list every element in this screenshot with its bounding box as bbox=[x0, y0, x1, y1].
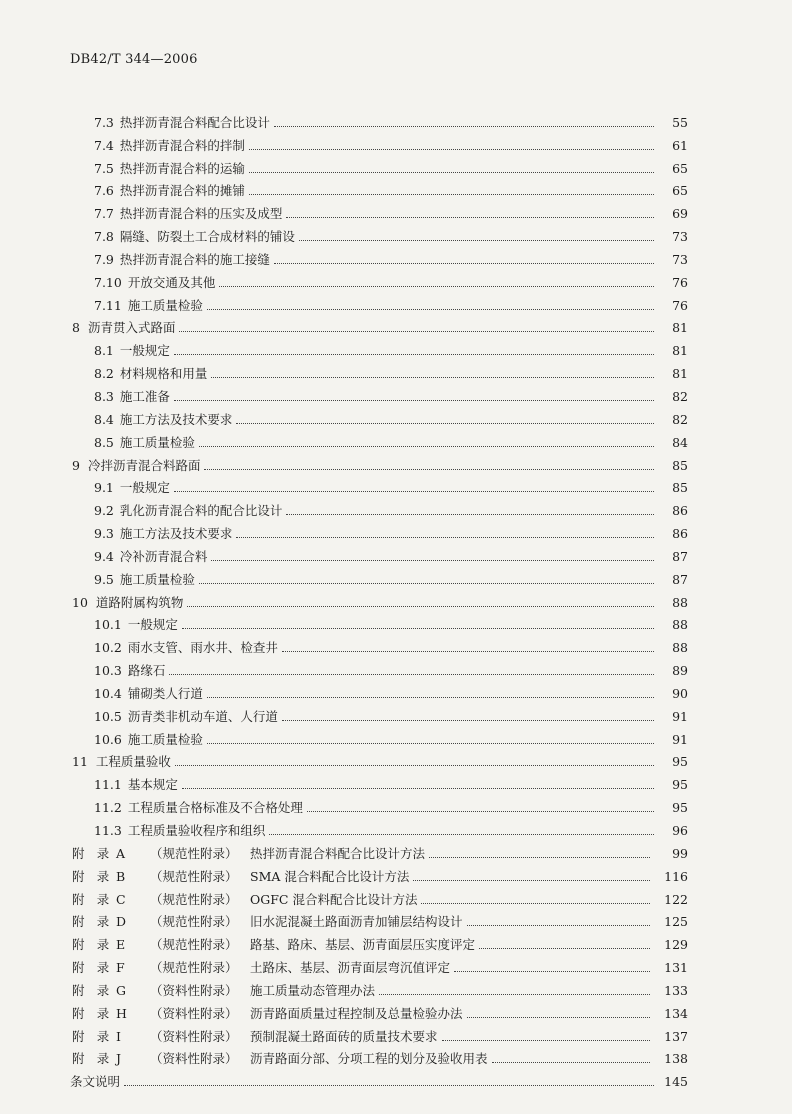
notes-title: 条文说明 bbox=[70, 1074, 121, 1090]
section-title: 一般规定 bbox=[119, 343, 170, 359]
toc-entry[interactable] bbox=[0, 199, 792, 222]
page-number: 88 bbox=[672, 594, 688, 610]
page-number: 82 bbox=[672, 388, 688, 404]
page-number: 91 bbox=[672, 731, 688, 747]
section-number: 8.5 bbox=[94, 434, 114, 450]
section-number: 9.3 bbox=[94, 526, 114, 542]
leader-dots bbox=[467, 925, 650, 926]
leader-dots bbox=[199, 446, 654, 447]
leader-dots bbox=[269, 834, 654, 835]
toc-entry[interactable] bbox=[0, 611, 792, 634]
appendix-label-fu: 附 bbox=[72, 845, 85, 861]
toc-entry[interactable] bbox=[0, 519, 792, 542]
section-number: 7.4 bbox=[94, 137, 114, 153]
appendix-label-lu: 录 bbox=[96, 937, 110, 953]
section-title: 一般规定 bbox=[119, 480, 170, 496]
leader-dots bbox=[307, 811, 654, 812]
appendix-label-fu: 附 bbox=[72, 937, 85, 953]
leader-dots bbox=[207, 697, 654, 698]
toc-entry-appendix[interactable] bbox=[0, 908, 792, 931]
leader-dots bbox=[179, 331, 654, 332]
appendix-title: 沥青路面质量过程控制及总量检验办法 bbox=[250, 1005, 463, 1021]
section-title: 工程质量合格标准及不合格处理 bbox=[127, 800, 303, 816]
toc-entry-appendix[interactable] bbox=[0, 930, 792, 953]
toc-entry-appendix[interactable] bbox=[0, 1022, 792, 1045]
section-number: 8.2 bbox=[94, 366, 114, 382]
appendix-title: 沥青路面分部、分项工程的划分及验收用表 bbox=[250, 1051, 488, 1067]
toc-entry[interactable] bbox=[0, 816, 792, 839]
page-number: 55 bbox=[672, 114, 688, 130]
leader-dots bbox=[207, 743, 654, 744]
page-number: 95 bbox=[672, 800, 688, 816]
appendix-letter: E bbox=[116, 937, 126, 953]
appendix-label-fu: 附 bbox=[72, 1028, 85, 1044]
section-number: 11.3 bbox=[94, 823, 122, 838]
section-title: 热拌沥青混合料的拌制 bbox=[119, 137, 245, 153]
section-title: 施工质量检验 bbox=[127, 731, 203, 747]
toc-entry-appendix[interactable] bbox=[0, 862, 792, 885]
section-number: 11.1 bbox=[94, 777, 122, 793]
toc-entry[interactable] bbox=[0, 770, 792, 793]
page-number: 73 bbox=[672, 229, 688, 245]
section-title: 热拌沥青混合料配合比设计 bbox=[119, 114, 270, 130]
leader-dots bbox=[492, 1062, 650, 1063]
section-number: 9.4 bbox=[94, 548, 114, 564]
section-title: 施工质量检验 bbox=[119, 434, 195, 450]
section-number: 7.10 bbox=[94, 274, 122, 290]
leader-dots bbox=[413, 880, 650, 881]
section-number: 9.1 bbox=[94, 480, 114, 496]
section-title: 施工质量检验 bbox=[119, 571, 195, 587]
page-number: 122 bbox=[664, 891, 688, 907]
page-number: 81 bbox=[672, 366, 688, 382]
section-number: 9.5 bbox=[94, 571, 114, 587]
leader-dots bbox=[236, 423, 654, 424]
appendix-title: 土路床、基层、沥青面层弯沉值评定 bbox=[250, 960, 451, 976]
section-title: 雨水支管、雨水井、检查井 bbox=[127, 640, 278, 656]
page-number: 88 bbox=[672, 640, 688, 656]
section-title: 隔缝、防裂土工合成材料的铺设 bbox=[119, 229, 295, 245]
appendix-kind: （规范性附录） bbox=[150, 960, 238, 976]
leader-dots bbox=[174, 354, 654, 355]
leader-dots bbox=[286, 217, 654, 218]
appendix-label-lu: 录 bbox=[96, 1005, 110, 1021]
leader-dots bbox=[187, 606, 654, 607]
leader-dots bbox=[442, 1040, 650, 1041]
toc-entry[interactable] bbox=[0, 336, 792, 359]
toc-entry-appendix[interactable] bbox=[0, 1045, 792, 1068]
leader-dots bbox=[174, 400, 654, 401]
section-title: 工程质量验收 bbox=[95, 754, 171, 770]
leader-dots bbox=[249, 194, 654, 195]
appendix-kind: （规范性附录） bbox=[150, 891, 238, 907]
toc-entry[interactable] bbox=[0, 565, 792, 588]
page-number: 86 bbox=[672, 503, 688, 519]
appendix-label-lu: 录 bbox=[96, 891, 110, 907]
section-number: 10.2 bbox=[94, 640, 122, 656]
page-number: 85 bbox=[672, 480, 688, 496]
appendix-letter: B bbox=[116, 868, 126, 884]
toc-entry[interactable] bbox=[0, 793, 792, 816]
appendix-letter: J bbox=[116, 1051, 122, 1067]
page-number: 89 bbox=[672, 663, 688, 679]
section-title: 冷拌沥青混合料路面 bbox=[87, 457, 201, 473]
page-number: 88 bbox=[672, 617, 688, 633]
appendix-kind: （规范性附录） bbox=[150, 845, 238, 861]
leader-dots bbox=[467, 1017, 650, 1018]
section-title: 施工质量检验 bbox=[127, 297, 203, 313]
section-title: 基本规定 bbox=[127, 777, 178, 793]
toc-entry-appendix[interactable] bbox=[0, 839, 792, 862]
toc-entry[interactable] bbox=[0, 268, 792, 291]
appendix-label-fu: 附 bbox=[72, 914, 85, 930]
appendix-title: 热拌沥青混合料配合比设计方法 bbox=[250, 845, 426, 861]
appendix-label-fu: 附 bbox=[72, 891, 85, 907]
page-number: 96 bbox=[672, 823, 688, 838]
appendix-label-lu: 录 bbox=[96, 914, 110, 930]
appendix-letter: H bbox=[116, 1005, 127, 1021]
section-number: 7.5 bbox=[94, 160, 114, 176]
toc-entry-appendix[interactable] bbox=[0, 976, 792, 999]
section-number: 8.3 bbox=[94, 388, 114, 404]
page-number: 65 bbox=[672, 160, 688, 176]
section-number: 8.1 bbox=[94, 343, 114, 359]
leader-dots bbox=[249, 149, 654, 150]
page-number: 116 bbox=[664, 868, 688, 884]
appendix-label-fu: 附 bbox=[72, 982, 85, 998]
appendix-kind: （资料性附录） bbox=[150, 982, 238, 998]
section-number: 7.8 bbox=[94, 229, 114, 245]
leader-dots bbox=[379, 994, 650, 995]
section-title: 热拌沥青混合料的施工接缝 bbox=[119, 251, 270, 267]
appendix-label-lu: 录 bbox=[96, 868, 110, 884]
page-number: 85 bbox=[672, 457, 688, 473]
page-number: 95 bbox=[672, 777, 688, 793]
section-title: 一般规定 bbox=[127, 617, 178, 633]
appendix-letter: F bbox=[116, 960, 125, 976]
page-number: 129 bbox=[664, 937, 688, 953]
leader-dots bbox=[479, 948, 650, 949]
page-number: 65 bbox=[672, 183, 688, 199]
section-title: 铺砌类人行道 bbox=[127, 685, 203, 701]
leader-dots bbox=[211, 377, 654, 378]
appendix-letter: A bbox=[116, 845, 126, 861]
section-number: 7.9 bbox=[94, 251, 114, 267]
page-number: 82 bbox=[672, 411, 688, 427]
toc-entry[interactable] bbox=[0, 245, 792, 268]
section-number: 10.5 bbox=[94, 708, 122, 724]
toc-entry[interactable] bbox=[0, 542, 792, 565]
section-number: 10 bbox=[72, 594, 88, 610]
page-number: 99 bbox=[672, 845, 688, 861]
page-number: 90 bbox=[672, 685, 688, 701]
leader-dots bbox=[299, 240, 654, 241]
section-number: 7.11 bbox=[94, 297, 122, 313]
section-title: 乳化沥青混合料的配合比设计 bbox=[119, 503, 283, 519]
section-title: 施工方法及技术要求 bbox=[119, 526, 233, 542]
page-number: 145 bbox=[664, 1074, 688, 1090]
leader-dots bbox=[204, 469, 654, 470]
toc-entry[interactable] bbox=[0, 702, 792, 725]
section-title: 冷补沥青混合料 bbox=[119, 548, 208, 564]
page-number: 86 bbox=[672, 526, 688, 542]
standard-code-header: DB42/T 344—2006 bbox=[70, 52, 198, 67]
toc-entry-notes[interactable] bbox=[0, 1067, 792, 1090]
toc-entry[interactable] bbox=[0, 725, 792, 748]
toc-entry[interactable] bbox=[0, 496, 792, 519]
leader-dots bbox=[236, 537, 654, 538]
appendix-label-lu: 录 bbox=[96, 960, 110, 976]
leader-dots bbox=[175, 765, 654, 766]
appendix-kind: （规范性附录） bbox=[150, 868, 238, 884]
page-number: 87 bbox=[672, 571, 688, 587]
page-number: 76 bbox=[672, 274, 688, 290]
section-number: 11.2 bbox=[94, 800, 122, 816]
appendix-letter: C bbox=[116, 891, 126, 907]
appendix-label-fu: 附 bbox=[72, 960, 85, 976]
section-number: 7.6 bbox=[94, 183, 114, 199]
appendix-kind: （资料性附录） bbox=[150, 1028, 238, 1044]
toc-entry[interactable] bbox=[0, 131, 792, 154]
toc-entry[interactable] bbox=[0, 679, 792, 702]
toc-entry[interactable] bbox=[0, 588, 792, 611]
section-number: 9 bbox=[72, 457, 80, 473]
section-title: 工程质量验收程序和组织 bbox=[127, 823, 266, 838]
leader-dots bbox=[421, 903, 650, 904]
section-number: 10.3 bbox=[94, 663, 122, 679]
page-number: 133 bbox=[664, 982, 688, 998]
leader-dots bbox=[249, 172, 654, 173]
appendix-label-lu: 录 bbox=[96, 1051, 110, 1067]
appendix-kind: （规范性附录） bbox=[150, 937, 238, 953]
section-number: 7.3 bbox=[94, 114, 114, 130]
section-title: 沥青类非机动车道、人行道 bbox=[127, 708, 278, 724]
section-title: 热拌沥青混合料的压实及成型 bbox=[119, 206, 283, 222]
toc-entry-appendix[interactable] bbox=[0, 999, 792, 1022]
appendix-label-lu: 录 bbox=[96, 1028, 110, 1044]
appendix-label-lu: 录 bbox=[96, 845, 110, 861]
leader-dots bbox=[282, 720, 654, 721]
toc-entry-appendix[interactable] bbox=[0, 953, 792, 976]
leader-dots bbox=[211, 560, 654, 561]
section-title: 施工方法及技术要求 bbox=[119, 411, 233, 427]
appendix-letter: I bbox=[116, 1028, 121, 1044]
page-number: 125 bbox=[664, 914, 688, 930]
page-number: 95 bbox=[672, 754, 688, 770]
leader-dots bbox=[282, 651, 654, 652]
appendix-title: SMA 混合料配合比设计方法 bbox=[250, 868, 410, 884]
appendix-letter: D bbox=[116, 914, 127, 930]
appendix-kind: （资料性附录） bbox=[150, 1051, 238, 1067]
toc-entry[interactable] bbox=[0, 382, 792, 405]
leader-dots bbox=[429, 857, 650, 858]
toc-entry[interactable] bbox=[0, 451, 792, 474]
appendix-title: 施工质量动态管理办法 bbox=[250, 982, 376, 998]
toc-entry[interactable] bbox=[0, 474, 792, 497]
table-of-contents bbox=[0, 108, 792, 1090]
page-number: 134 bbox=[664, 1005, 688, 1021]
page-number: 84 bbox=[672, 434, 688, 450]
toc-entry[interactable] bbox=[0, 359, 792, 382]
leader-dots bbox=[169, 674, 654, 675]
toc-entry[interactable] bbox=[0, 108, 792, 131]
leader-dots bbox=[219, 286, 654, 287]
leader-dots bbox=[207, 309, 654, 310]
appendix-title: 旧水泥混凝土路面沥青加铺层结构设计 bbox=[250, 914, 463, 930]
section-number: 10.6 bbox=[94, 731, 122, 747]
page-number: 137 bbox=[664, 1028, 688, 1044]
toc-entry-appendix[interactable] bbox=[0, 885, 792, 908]
section-number: 10.1 bbox=[94, 617, 122, 633]
appendix-kind: （规范性附录） bbox=[150, 914, 238, 930]
section-title: 热拌沥青混合料的摊铺 bbox=[119, 183, 245, 199]
leader-dots bbox=[286, 514, 654, 515]
toc-entry[interactable] bbox=[0, 291, 792, 314]
page-number: 138 bbox=[664, 1051, 688, 1067]
toc-entry[interactable] bbox=[0, 222, 792, 245]
section-number: 8.4 bbox=[94, 411, 114, 427]
appendix-title: 预制混凝土路面砖的质量技术要求 bbox=[250, 1028, 438, 1044]
appendix-label-fu: 附 bbox=[72, 1005, 85, 1021]
leader-dots bbox=[182, 788, 654, 789]
toc-entry[interactable] bbox=[0, 748, 792, 771]
section-title: 施工准备 bbox=[119, 388, 170, 404]
leader-dots bbox=[182, 628, 654, 629]
toc-entry[interactable] bbox=[0, 633, 792, 656]
page-number: 76 bbox=[672, 297, 688, 313]
page-number: 61 bbox=[672, 137, 688, 153]
page-number: 91 bbox=[672, 708, 688, 724]
page-number: 69 bbox=[672, 206, 688, 222]
leader-dots bbox=[174, 491, 654, 492]
leader-dots bbox=[274, 126, 654, 127]
page-number: 131 bbox=[664, 960, 688, 976]
leader-dots bbox=[274, 263, 654, 264]
appendix-title: 路基、路床、基层、沥青面层压实度评定 bbox=[250, 937, 476, 953]
appendix-label-fu: 附 bbox=[72, 1051, 85, 1067]
section-number: 10.4 bbox=[94, 685, 122, 701]
section-number: 9.2 bbox=[94, 503, 114, 519]
toc-entry[interactable] bbox=[0, 177, 792, 200]
appendix-label-lu: 录 bbox=[96, 982, 110, 998]
toc-entry[interactable] bbox=[0, 405, 792, 428]
section-title: 道路附属构筑物 bbox=[95, 594, 184, 610]
toc-entry[interactable] bbox=[0, 154, 792, 177]
appendix-kind: （资料性附录） bbox=[150, 1005, 238, 1021]
page-number: 87 bbox=[672, 548, 688, 564]
section-number: 11 bbox=[72, 754, 88, 770]
section-title: 开放交通及其他 bbox=[127, 274, 216, 290]
toc-entry[interactable] bbox=[0, 428, 792, 451]
appendix-letter: G bbox=[116, 982, 126, 998]
section-number: 7.7 bbox=[94, 206, 114, 222]
appendix-label-fu: 附 bbox=[72, 868, 85, 884]
leader-dots bbox=[199, 583, 654, 584]
section-title: 热拌沥青混合料的运输 bbox=[119, 160, 245, 176]
leader-dots bbox=[124, 1085, 654, 1086]
appendix-title: OGFC 混合料配合比设计方法 bbox=[250, 891, 418, 907]
toc-entry[interactable] bbox=[0, 656, 792, 679]
section-number: 8 bbox=[72, 320, 80, 336]
leader-dots bbox=[454, 971, 650, 972]
section-title: 沥青贯入式路面 bbox=[87, 320, 176, 336]
page-number: 73 bbox=[672, 251, 688, 267]
section-title: 材料规格和用量 bbox=[119, 366, 208, 382]
section-title: 路缘石 bbox=[127, 663, 166, 679]
page-number: 81 bbox=[672, 343, 688, 359]
page-number: 81 bbox=[672, 320, 688, 336]
toc-entry[interactable] bbox=[0, 314, 792, 337]
